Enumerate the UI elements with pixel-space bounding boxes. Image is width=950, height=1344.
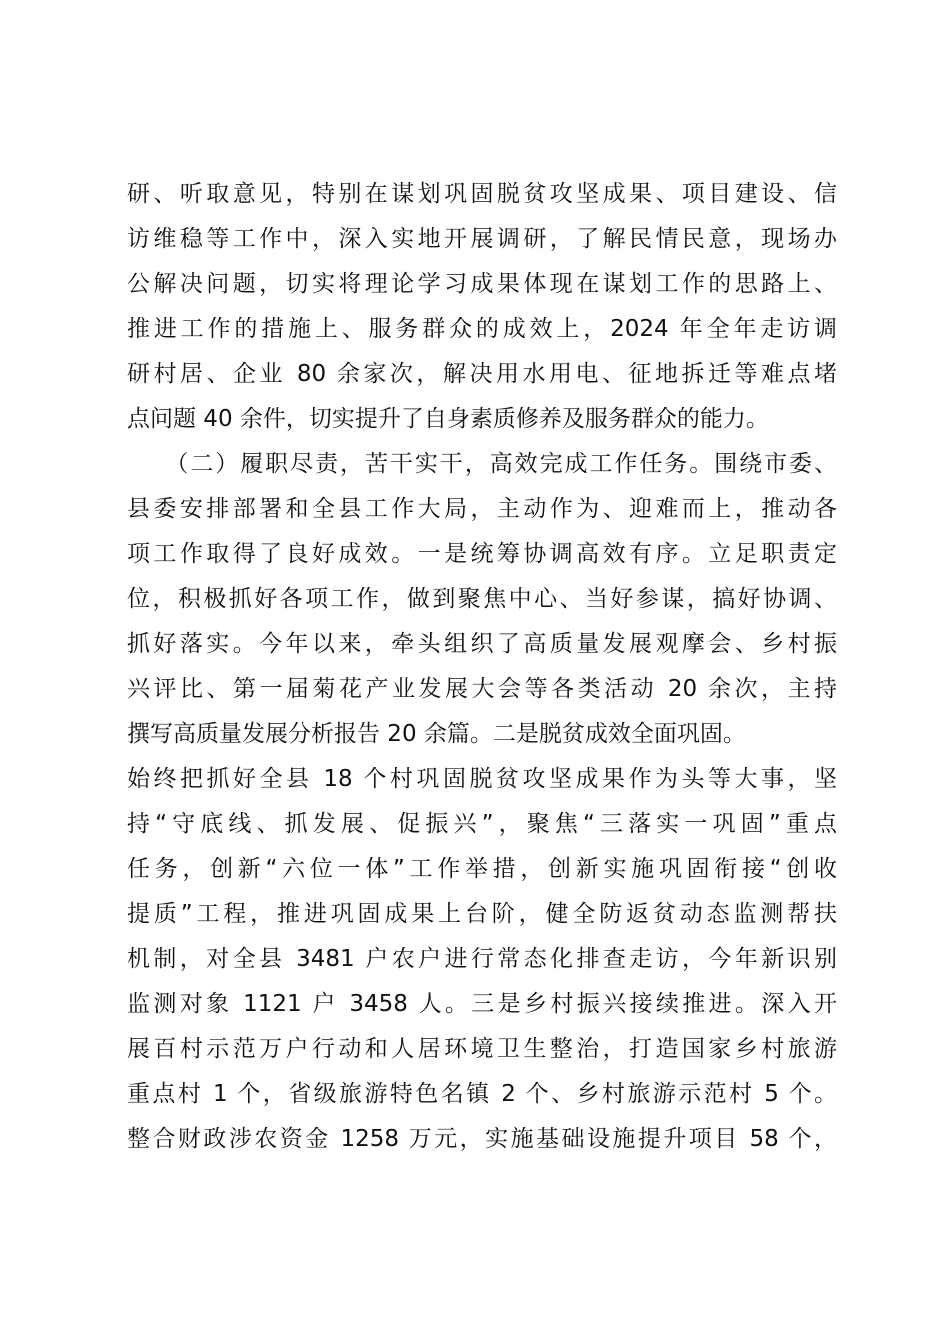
text-line: 县委安排部署和全县工作大局，主动作为、迎难而上，推动各 xyxy=(127,496,837,522)
text-line: 公解决问题，切实将理论学习成果体现在谋划工作的思路上、 xyxy=(127,271,837,297)
text-line: 始终把抓好全县 18 个村巩固脱贫攻坚成果作为头等大事，坚 xyxy=(127,766,837,792)
body-text xyxy=(127,172,837,1162)
text-line: 任务，创新“六位一体”工作举措，创新实施巩固衔接“创收 xyxy=(127,856,837,882)
text-line: 兴评比、第一届菊花产业发展大会等各类活动 20 余次，主持 xyxy=(127,676,837,702)
text-line: 研、听取意见，特别在谋划巩固脱贫攻坚成果、项目建设、信 xyxy=(127,181,837,207)
text-line: 点问题 40 余件，切实提升了自身素质修养及服务群众的能力。 xyxy=(127,406,769,432)
text-line: 机制，对全县 3481 户农户进行常态化排查走访，今年新识别 xyxy=(127,946,837,972)
text-line: 抓好落实。今年以来，牵头组织了高质量发展观摩会、乡村振 xyxy=(127,631,837,657)
text-line: 展百村示范万户行动和人居环境卫生整治，打造国家乡村旅游 xyxy=(127,1036,837,1062)
text-line: 整合财政涉农资金 1258 万元，实施基础设施提升项目 58 个， xyxy=(127,1126,837,1152)
text-line: 推进工作的措施上、服务群众的成效上，2024 年全年走访调 xyxy=(127,316,837,342)
text-line: 重点村 1 个，省级旅游特色名镇 2 个、乡村旅游示范村 5 个。 xyxy=(127,1081,837,1107)
text-line: （二）履职尽责，苦干实干，高效完成工作任务。围绕市委、 xyxy=(127,451,837,477)
text-line: 监测对象 1121 户 3458 人。三是乡村振兴接续推进。深入开 xyxy=(127,991,837,1017)
text-line: 位，积极抓好各项工作，做到聚焦中心、当好参谋，搞好协调、 xyxy=(127,586,837,612)
text-line: 提质”工程，推进巩固成果上台阶，健全防返贫动态监测帮扶 xyxy=(127,901,837,927)
text-line: 研村居、企业 80 余家次，解决用水用电、征地拆迁等难点堵 xyxy=(127,361,837,387)
text-line: 项工作取得了良好成效。一是统筹协调高效有序。立足职责定 xyxy=(127,541,837,567)
text-line: 持“守底线、抓发展、促振兴”，聚焦“三落实一巩固”重点 xyxy=(127,811,837,837)
text-line: 访维稳等工作中，深入实地开展调研，了解民情民意，现场办 xyxy=(127,226,837,252)
text-line: 撰写高质量发展分析报告 20 余篇。二是脱贫成效全面巩固。 xyxy=(127,721,746,747)
